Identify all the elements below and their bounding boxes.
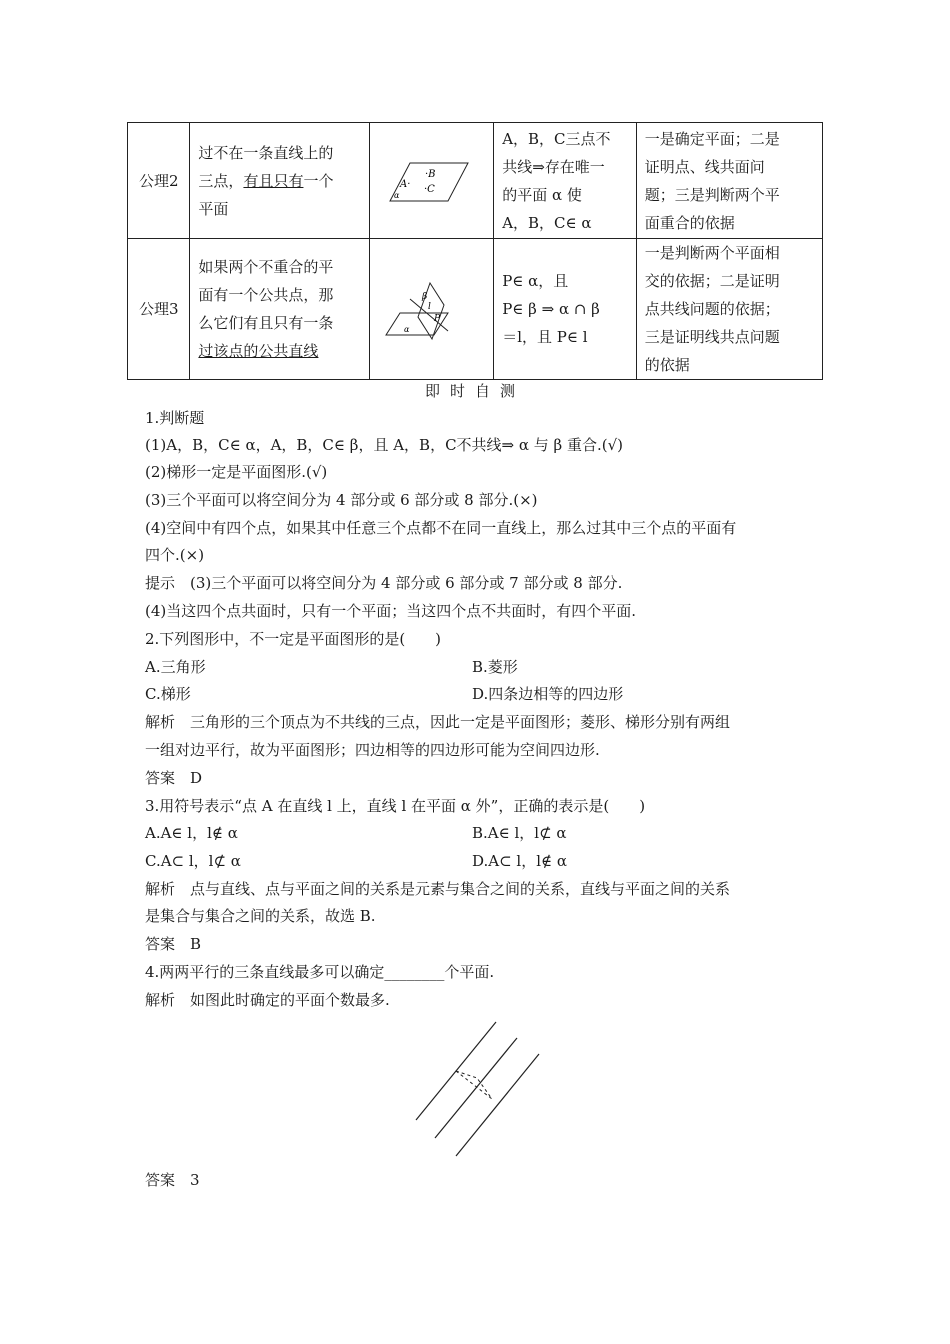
option-a: A.A∈ l，l∉ α	[145, 824, 238, 842]
option-d: D.四条边相等的四边形	[472, 685, 624, 703]
parallel-lines-figure	[410, 1018, 560, 1163]
label-alpha: α	[404, 325, 410, 334]
explanation-line: 解析 点与直线、点与平面之间的关系是元素与集合之间的关系，直线与平面之间的关系	[145, 880, 731, 898]
parallel-line	[456, 1054, 539, 1156]
question-title: 2.下列图形中，不一定是平面图形的是( )	[145, 630, 442, 648]
answer-line: 答案 D	[145, 769, 203, 787]
option-c: C.梯形	[145, 685, 191, 703]
option-a: A.三角形	[145, 658, 206, 676]
axiom2-figure	[370, 123, 494, 239]
option-d: D.A⊂ l，l∉ α	[472, 852, 568, 870]
label-p: P	[434, 314, 441, 324]
option-c: C.A⊂ l，l⊄ α	[145, 852, 241, 870]
label-b: ·B	[425, 168, 436, 180]
label-l: l	[428, 302, 432, 312]
hint-line: 提示 (3)三个平面可以将空间分为 4 部分或 6 部分或 7 部分或 8 部分.	[145, 574, 623, 592]
explanation-line: 是集合与集合之间的关系，故选 B.	[145, 907, 376, 925]
statement-line: 四个.(×)	[145, 546, 205, 564]
axiom-statement: 如果两个不重合的平 面有一个公共点，那 么它们有且只有一条 过该点的公共直线	[190, 239, 370, 380]
statement-line: (3)三个平面可以将空间分为 4 部分或 6 部分或 8 部分.(×)	[145, 491, 538, 509]
axiom-symbols: P∈ α，且 P∈ β ⇒ α ∩ β ＝l，且 P∈ l	[494, 239, 637, 380]
intersecting-planes-figure	[370, 269, 488, 349]
statement-line: (2)梯形一定是平面图形.(√)	[145, 463, 328, 481]
axiom-statement: 过不在一条直线上的 三点，有且只有一个 平面	[190, 123, 370, 239]
answer-line: 答案 3	[145, 1171, 200, 1189]
label-a: A·	[400, 178, 411, 190]
question-title: 3.用符号表示“点 A 在直线 l 上，直线 l 在平面 α 外”，正确的表示是( )	[145, 797, 646, 815]
option-b: B.A∈ l，l⊄ α	[472, 824, 567, 842]
table-row-axiom3	[128, 239, 823, 380]
plane-three-points-figure	[370, 151, 488, 211]
statement-line: (1)A，B，C∈ α，A，B，C∈ β，且 A，B，C不共线⇒ α 与 β 重合.(√)	[145, 436, 624, 454]
parallel-line	[435, 1038, 517, 1138]
question-title: 1.判断题	[145, 409, 205, 427]
axiom3-figure	[370, 239, 494, 380]
answer-line: 答案 B	[145, 935, 202, 953]
statement-line: (4)空间中有四个点，如果其中任意三个点都不在同一直线上，那么过其中三个点的平面有	[145, 519, 737, 537]
label-c: ·C	[424, 183, 436, 195]
option-b: B.菱形	[472, 658, 518, 676]
label-beta: β	[422, 292, 428, 302]
axiom-symbols: A，B，C三点不 共线⇒存在唯一 的平面 α 使 A，B，C∈ α	[494, 123, 637, 239]
explanation-line: 解析 如图此时确定的平面个数最多.	[145, 991, 390, 1009]
axiom-use: 一是确定平面；二是 证明点、线共面问 题；三是判断两个平 面重合的依据	[636, 123, 822, 239]
question-title: 4.两两平行的三条直线最多可以确定________个平面.	[145, 963, 495, 981]
axiom-name: 公理2	[128, 123, 190, 239]
axiom-table	[127, 122, 823, 380]
hint-line: (4)当这四个点共面时，只有一个平面；当这四个点不共面时，有四个平面.	[145, 602, 637, 620]
table-row-axiom2	[128, 123, 823, 239]
section-title: 即时自测	[424, 382, 525, 400]
explanation-line: 解析 三角形的三个顶点为不共线的三点，因此一定是平面图形；菱形、梯形分别有两组	[145, 713, 731, 731]
label-alpha: α	[394, 190, 400, 200]
axiom-use: 一是判断两个平面相 交的依据；二是证明 点共线问题的依据； 三是证明线共点问题 的依据	[636, 239, 822, 380]
axiom-name: 公理3	[128, 239, 190, 380]
explanation-line: 一组对边平行，故为平面图形；四边相等的四边形可能为空间四边形.	[145, 741, 600, 759]
